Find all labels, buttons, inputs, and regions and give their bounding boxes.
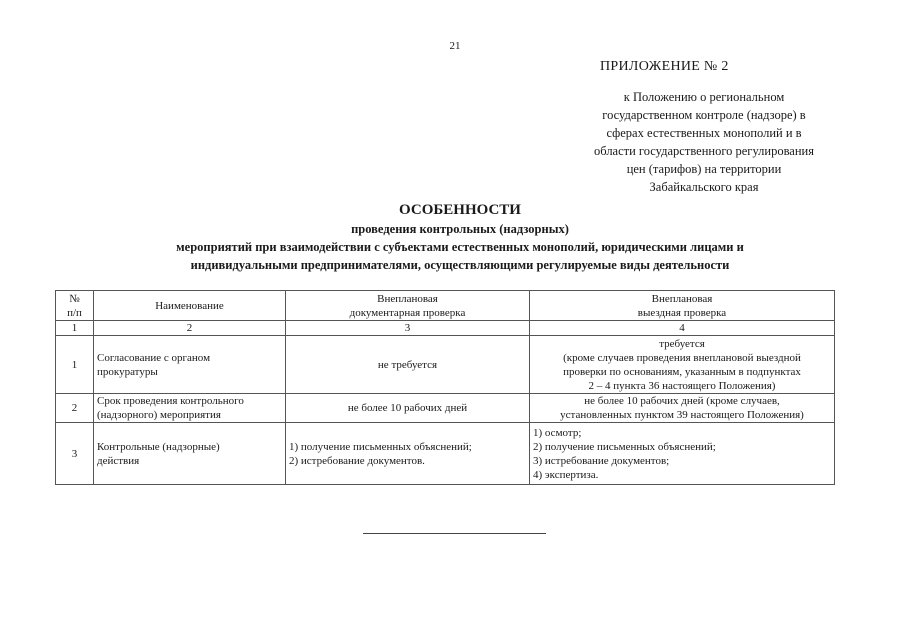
cell-line: Срок проведения контрольного — [97, 395, 244, 407]
table-row — [56, 336, 835, 394]
cell-line: 2 – 4 пункта 36 настоящего Положения) — [588, 379, 776, 392]
cell-line: (надзорного) мероприятия — [97, 409, 221, 421]
appendix-title: ПРИЛОЖЕНИЕ № 2 — [600, 59, 729, 74]
cell-line: не требуется — [377, 358, 438, 371]
header-documentary-inspection — [286, 291, 530, 321]
header-onsite-inspection — [530, 291, 835, 321]
table-header-row — [56, 291, 835, 321]
cell-line: 2) получение письменных объяснений; — [533, 440, 716, 453]
header-text: документарная проверка — [349, 306, 466, 319]
header-text: Внеплановая — [377, 292, 438, 305]
row-name — [94, 336, 286, 394]
appendix-subtitle-line: к Положению о региональном — [623, 90, 785, 104]
cell-line: установленных пунктом 39 настоящего Положения) — [560, 409, 804, 421]
header-text: Внеплановая — [651, 292, 713, 305]
cell-line: (кроме случаев проведения внеплановой выездной — [563, 351, 801, 364]
appendix-subtitle-line: государственном контроле (надзоре) в — [602, 108, 806, 122]
row-onsite — [530, 423, 835, 485]
row-documentary — [286, 336, 530, 394]
document-subtitle-line: мероприятий при взаимодействии с субъектами естественных монополий, юридическими лицами и — [176, 240, 744, 254]
table-row — [56, 423, 835, 485]
header-number — [56, 291, 94, 321]
row-name — [94, 394, 286, 423]
row-number: 3 — [56, 423, 94, 485]
row-onsite — [530, 336, 835, 394]
column-number: 3 — [286, 321, 530, 336]
row-documentary — [286, 394, 530, 423]
column-number: 1 — [56, 321, 94, 336]
table-numbering-row — [56, 321, 835, 336]
document-subtitle-line: индивидуальными предпринимателями, осуществляющими регулируемые виды деятельности — [190, 258, 730, 272]
column-number: 4 — [530, 321, 835, 336]
page-number: 21 — [449, 40, 461, 52]
appendix-subtitle-line: Забайкальского края — [649, 180, 759, 194]
row-name — [94, 423, 286, 485]
appendix-subtitle — [562, 88, 846, 196]
row-number: 1 — [56, 336, 94, 394]
cell-line: 1) осмотр; — [533, 426, 582, 439]
footer-divider — [363, 533, 546, 534]
row-number: 2 — [56, 394, 94, 423]
column-number: 2 — [94, 321, 286, 336]
appendix-subtitle-line: цен (тарифов) на территории — [626, 162, 782, 176]
header-text: п/п — [67, 306, 82, 319]
cell-line: прокуратуры — [97, 365, 158, 378]
appendix-subtitle-line: области государственного регулирования — [594, 144, 814, 158]
cell-line: Контрольные (надзорные) — [97, 440, 220, 453]
row-onsite — [530, 394, 835, 423]
appendix-subtitle-line: сферах естественных монополий и в — [606, 126, 802, 140]
cell-line: Согласование с органом — [97, 351, 211, 364]
document-title: ОСОБЕННОСТИ — [399, 202, 521, 218]
table-row — [56, 394, 835, 423]
cell-line: 3) истребование документов; — [533, 454, 670, 467]
cell-line: требуется — [659, 337, 705, 350]
cell-line: не более 10 рабочих дней (кроме случаев, — [584, 395, 780, 407]
header-text: № — [69, 292, 80, 305]
header-text: выездная проверка — [637, 306, 727, 319]
cell-line: действия — [97, 454, 140, 467]
cell-line: 1) получение письменных объяснений; — [289, 440, 472, 453]
header-name — [94, 291, 286, 321]
cell-line: 4) экспертиза. — [533, 468, 599, 481]
cell-line: проверки по основаниям, указанным в подпунктах — [563, 365, 801, 378]
cell-line: 2) истребование документов. — [289, 454, 425, 467]
document-subtitle-line: проведения контрольных (надзорных) — [351, 222, 569, 236]
cell-line: не более 10 рабочих дней — [347, 402, 468, 414]
row-documentary — [286, 423, 530, 485]
features-table — [55, 290, 835, 485]
header-text: Наименование — [155, 299, 224, 312]
